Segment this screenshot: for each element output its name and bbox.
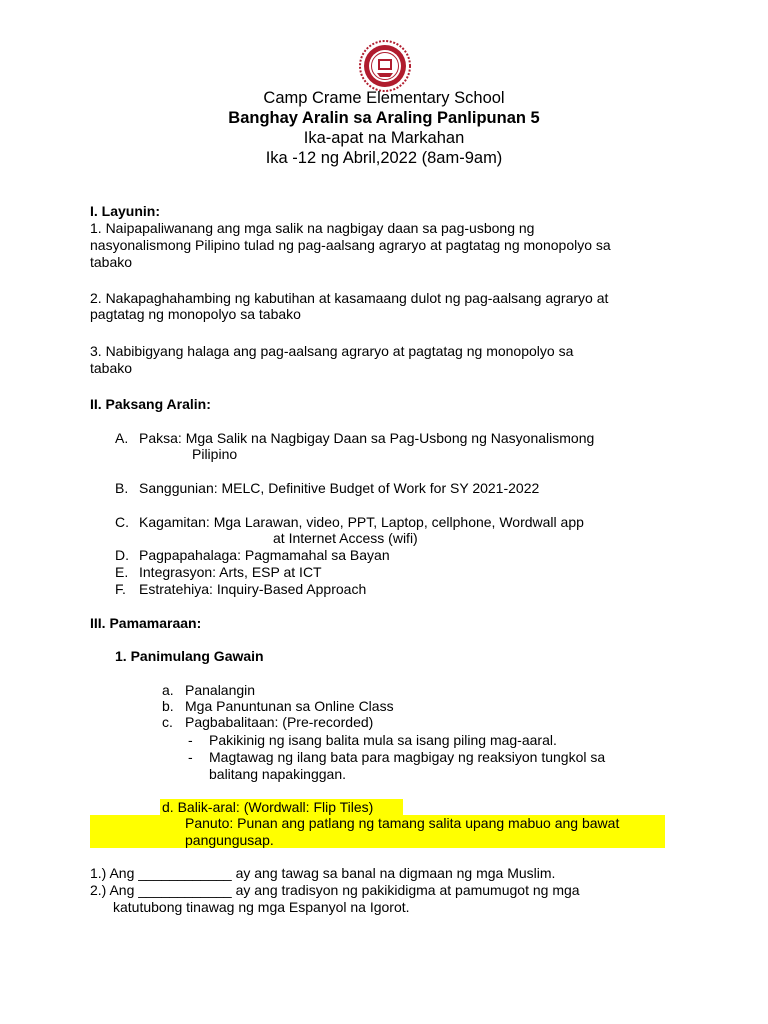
- document-title: Banghay Aralin sa Araling Panlipunan 5: [228, 109, 540, 127]
- school-name: Camp Crame Elementary School: [263, 89, 505, 107]
- date-label: Ika -12 ng Abril,2022 (8am-9am): [265, 149, 503, 167]
- paksa-marker: A.: [115, 430, 129, 446]
- pagbabalitaan-marker: c.: [162, 714, 173, 730]
- paksang-aralin-heading: II. Paksang Aralin:: [90, 396, 211, 412]
- layunin-heading: I. Layunin:: [90, 203, 160, 219]
- integrasyon-marker: E.: [115, 564, 129, 580]
- panalangin-text: Panalangin: [185, 682, 256, 698]
- question-1: 1.) Ang ____________ ay ang tawag sa banal na digmaan ng mga Muslim.: [90, 865, 556, 881]
- panuto-line-2: pangungusap.: [185, 832, 274, 848]
- layunin-item-1-line-2: nasyonalismong Pilipino tulad ng pag-aalsang agraryo at pagtatag ng monopolyo sa: [90, 237, 611, 253]
- panimulang-gawain-heading: 1. Panimulang Gawain: [115, 648, 264, 664]
- layunin-item-1-line-3: tabako: [90, 254, 133, 270]
- pagbabalitaan-text: Pagbabalitaan: (Pre-recorded): [185, 714, 374, 730]
- panalangin-marker: a.: [162, 682, 174, 698]
- question-2-line-1: 2.) Ang ____________ ay ang tradisyon ng pakikidigma at pamumugot ng mga: [90, 882, 580, 898]
- layunin-item-2-line-1: 2. Nakapaghahambing ng kabutihan at kasamaang dulot ng pag-aalsang agraryo at: [90, 290, 609, 306]
- estratehiya-marker: F.: [115, 581, 126, 597]
- question-2-line-2: katutubong tinawag ng mga Espanyol na Igorot.: [113, 899, 410, 915]
- balik-aral-text: d. Balik-aral: (Wordwall: Flip Tiles): [162, 799, 374, 815]
- pamamaraan-heading: III. Pamamaraan:: [90, 615, 202, 631]
- kagamitan-line-2: at Internet Access (wifi): [273, 530, 418, 546]
- panuto-line-1: Panuto: Punan ang patlang ng tamang salita upang mabuo ang bawat: [185, 815, 620, 831]
- quarter-label: Ika-apat na Markahan: [303, 129, 465, 147]
- pakikinig-text: Pakikinig ng isang balita mula sa isang piling mag-aaral.: [209, 732, 557, 748]
- school-seal-logo: [359, 40, 411, 92]
- pagpapahalaga-marker: D.: [115, 547, 129, 563]
- sanggunian-marker: B.: [115, 480, 129, 496]
- panuntunan-text: Mga Panuntunan sa Online Class: [185, 698, 394, 714]
- layunin-item-3-line-2: tabako: [90, 360, 133, 376]
- layunin-item-2-line-2: pagtatag ng monopolyo sa tabako: [90, 306, 301, 322]
- layunin-item-3-line-1: 3. Nabibigyang halaga ang pag-aalsang agraryo at pagtatag ng monopolyo sa: [90, 343, 574, 359]
- kagamitan-marker: C.: [115, 514, 129, 530]
- sanggunian-text: Sanggunian: MELC, Definitive Budget of Work for SY 2021-2022: [139, 480, 540, 496]
- magtawag-line-1: Magtawag ng ilang bata para magbigay ng reaksiyon tungkol sa: [209, 749, 606, 765]
- bullet-dash: -: [188, 749, 193, 765]
- bullet-dash: -: [188, 732, 193, 748]
- panuntunan-marker: b.: [162, 698, 174, 714]
- kagamitan-line-1: Kagamitan: Mga Larawan, video, PPT, Laptop, cellphone, Wordwall app: [139, 514, 584, 530]
- paksa-line-2: Pilipino: [192, 446, 238, 462]
- layunin-item-1-line-1: 1. Naipapaliwanang ang mga salik na nagbigay daan sa pag-usbong ng: [90, 220, 535, 236]
- pagpapahalaga-text: Pagpapahalaga: Pagmamahal sa Bayan: [139, 547, 390, 563]
- paksa-line-1: Paksa: Mga Salik na Nagbigay Daan sa Pag-Usbong ng Nasyonalismong: [139, 430, 595, 446]
- magtawag-line-2: balitang napakinggan.: [209, 766, 347, 782]
- integrasyon-text: Integrasyon: Arts, ESP at ICT: [139, 564, 322, 580]
- estratehiya-text: Estratehiya: Inquiry-Based Approach: [139, 581, 367, 597]
